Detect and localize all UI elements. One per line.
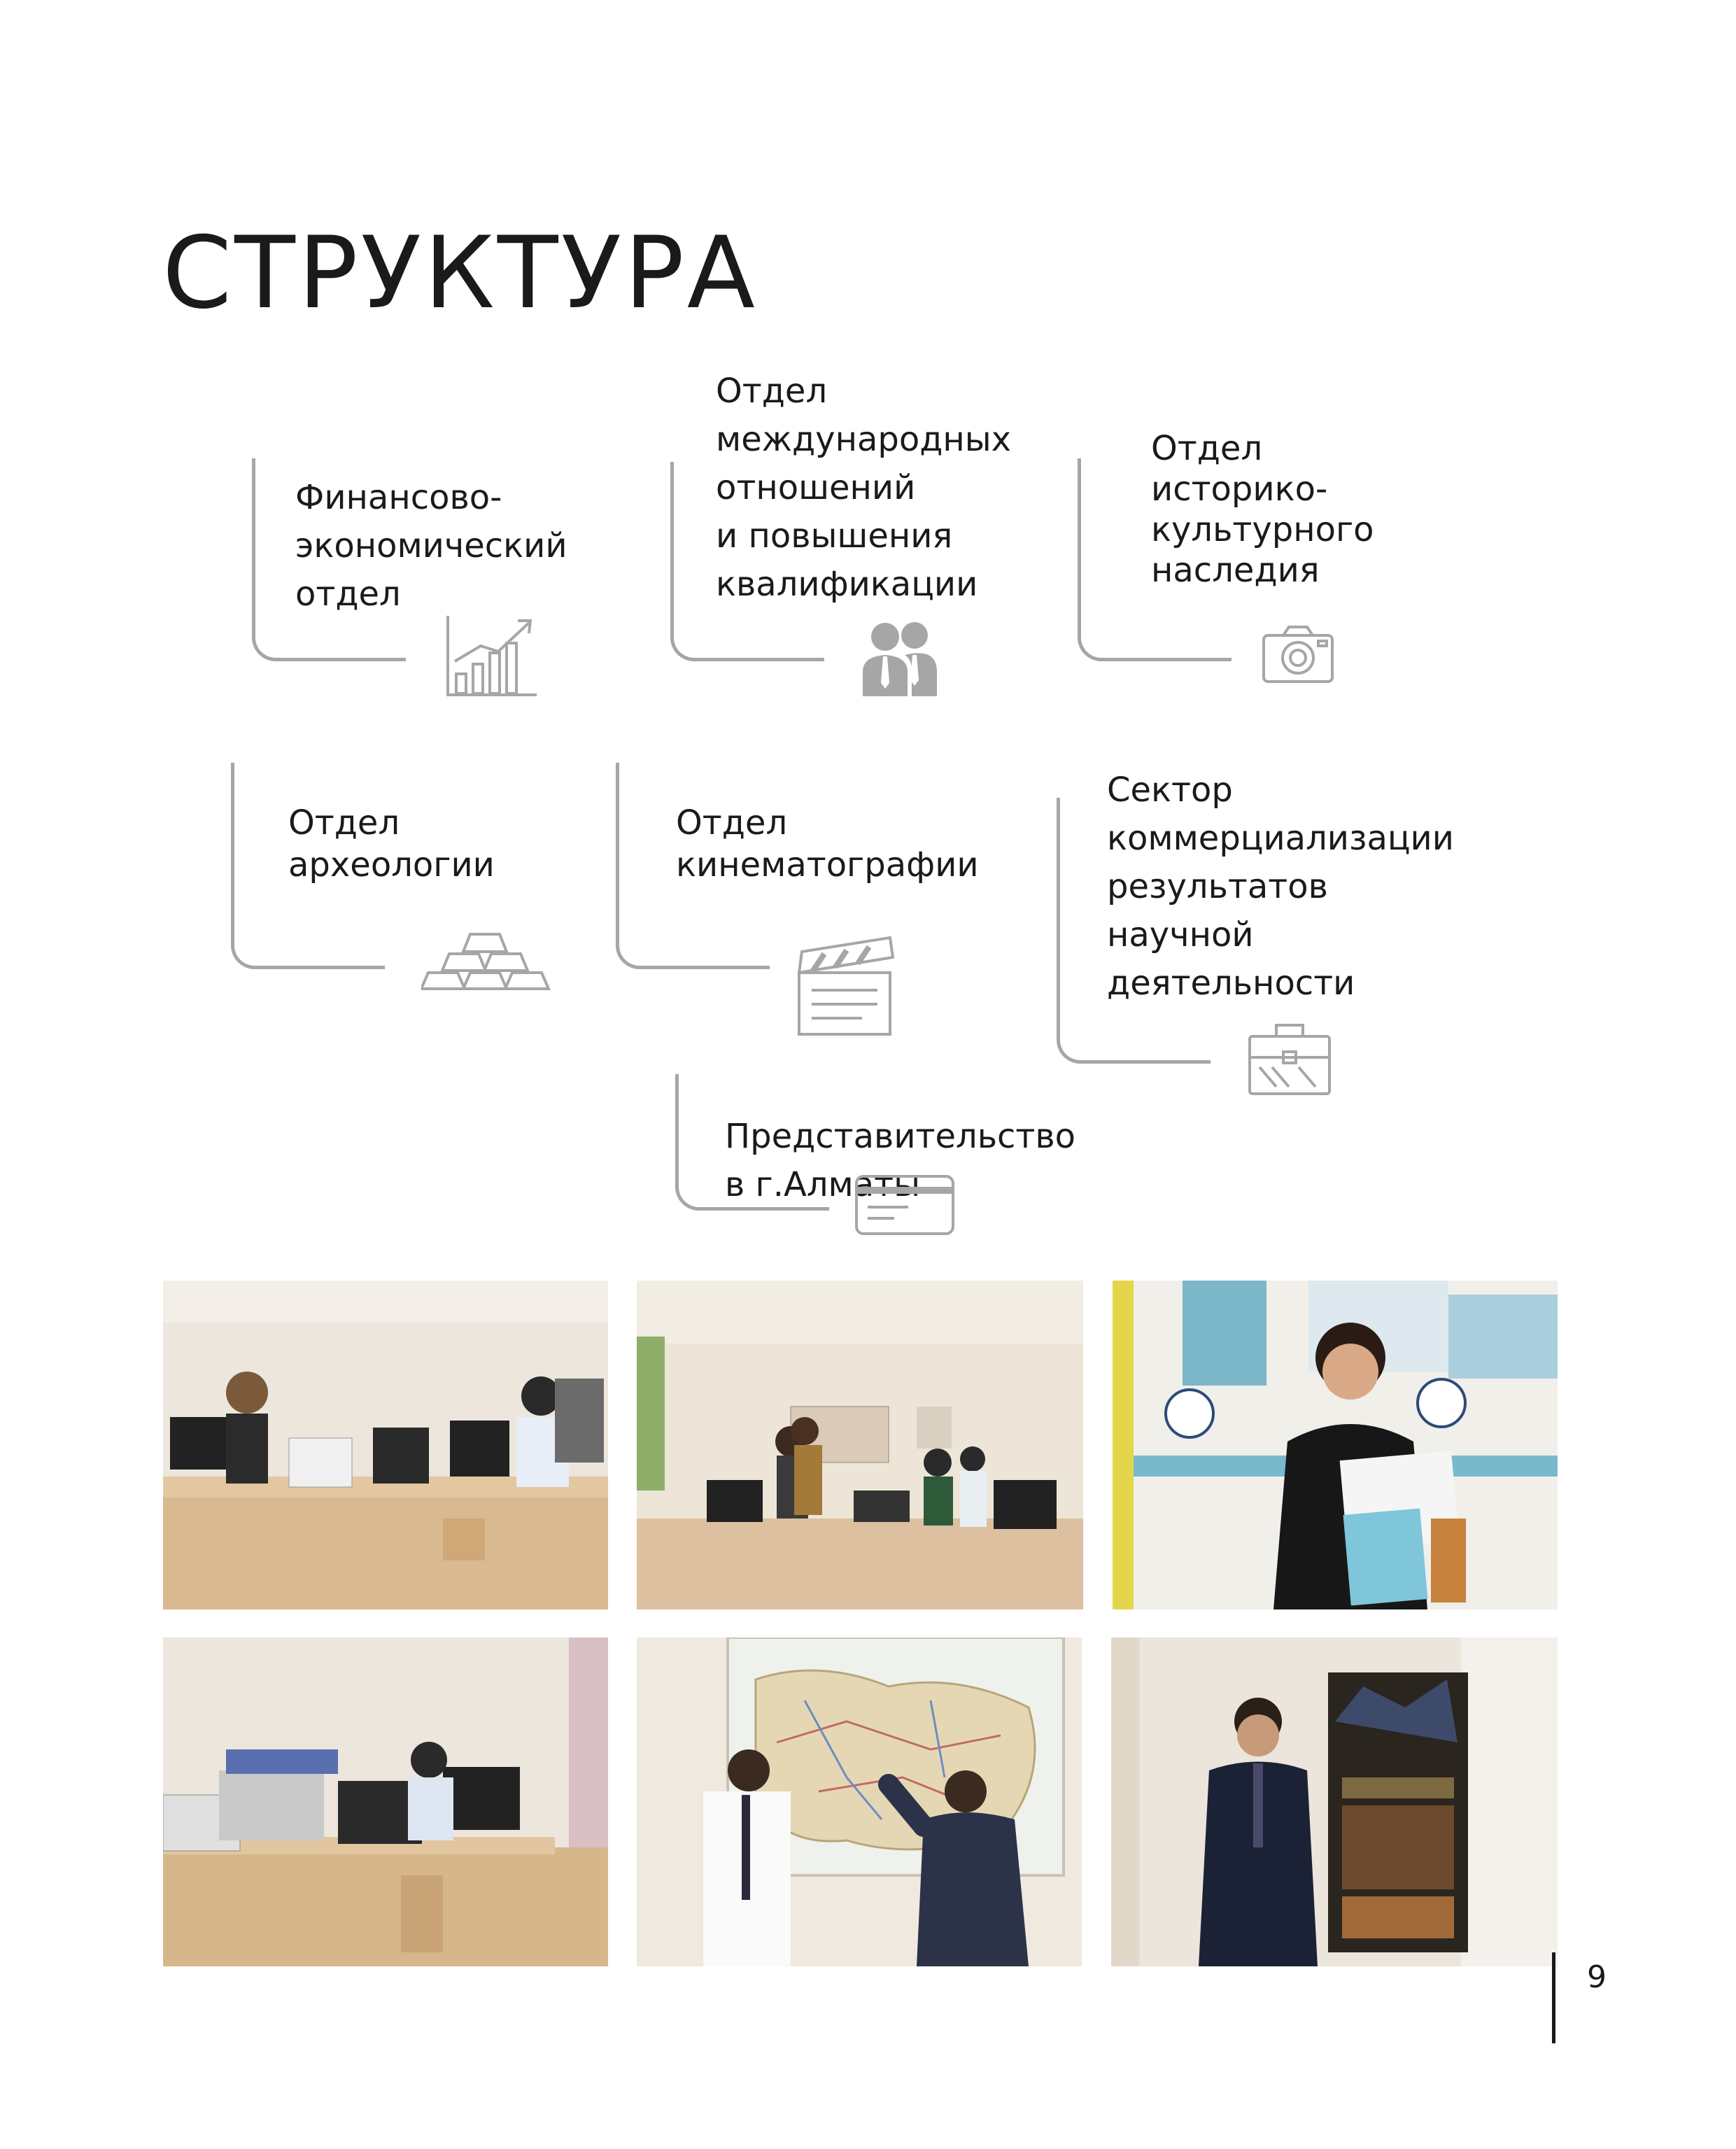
dept-label: Сектор коммерциализации результатов научной деятельности bbox=[1107, 770, 1454, 1003]
dept-label: Финансово- экономический отдел bbox=[295, 478, 567, 614]
briefcase-icon bbox=[1244, 1018, 1335, 1101]
page-title: СТРУКТУРА bbox=[162, 216, 758, 331]
photo-woman-with-catalog bbox=[1113, 1281, 1558, 1609]
dept-label: Отдел археологии bbox=[288, 803, 495, 885]
photo-office-meeting bbox=[637, 1281, 1083, 1609]
dept-label: Представительство в г.Алматы bbox=[725, 1117, 1075, 1204]
dept-label: Отдел историко- культурного наследия bbox=[1151, 429, 1374, 590]
photo-office-printer bbox=[163, 1637, 608, 1966]
people-icon bbox=[857, 616, 941, 703]
page-number: 9 bbox=[1587, 1959, 1607, 1995]
dept-label: Отдел кинематографии bbox=[676, 803, 979, 885]
dept-label: Отдел международных отношений и повышения квалификации bbox=[716, 372, 1012, 604]
photo-man-with-poster bbox=[1111, 1637, 1558, 1966]
camera-icon bbox=[1259, 623, 1336, 689]
photo-men-at-map bbox=[637, 1637, 1082, 1966]
page-number-rule bbox=[1552, 1952, 1555, 2043]
card-icon bbox=[852, 1172, 957, 1241]
photo-office-desks bbox=[163, 1281, 608, 1609]
growth-chart-icon bbox=[442, 612, 540, 703]
gold-bars-icon bbox=[421, 927, 561, 996]
clapperboard-icon bbox=[792, 931, 897, 1042]
